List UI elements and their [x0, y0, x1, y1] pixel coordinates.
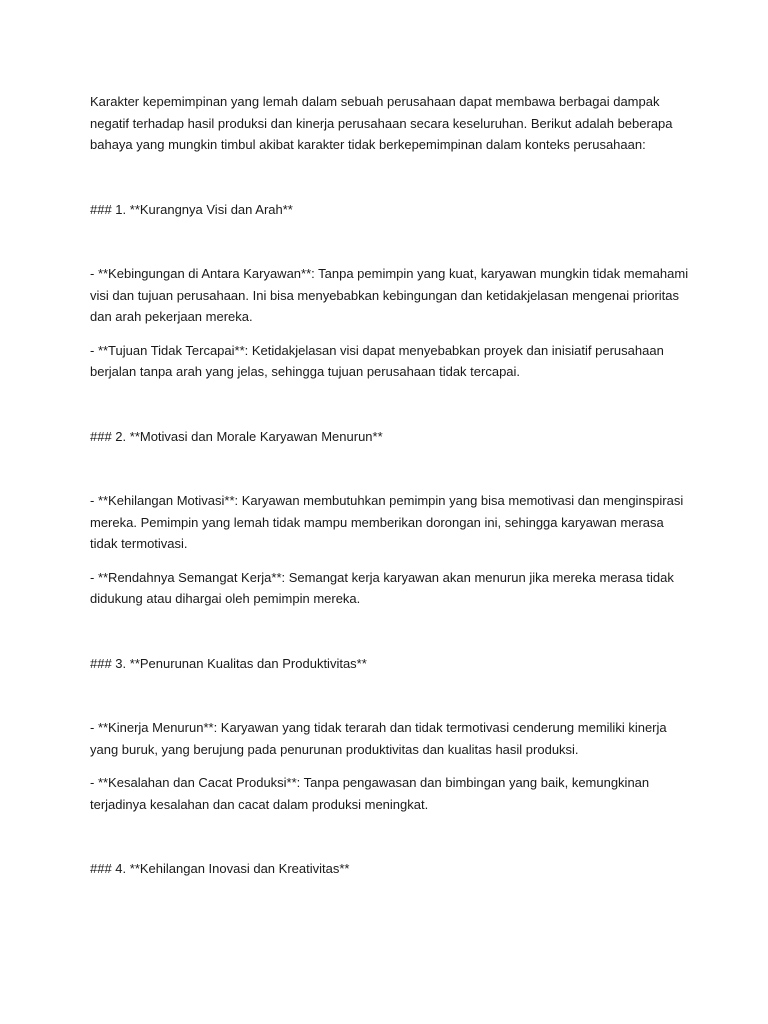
bullet-rendahnya-semangat: - **Rendahnya Semangat Kerja**: Semangat kerja karyawan akan menurun jika mereka merasa tidak didukung atau dihargai oleh pemimpin mereka.	[90, 569, 674, 606]
bullet-kebingungan: - **Kebingungan di Antara Karyawan**: Tanpa pemimpin yang kuat, karyawan mungkin tidak memahami visi dan tujuan perusahaan. Ini bisa menyebabkan kebingungan dan ketidakjelasan mengenai prioritas dan arah pekerjaan mereka.	[90, 266, 689, 324]
section-heading-1: ### 1. **Kurangnya Visi dan Arah**	[90, 201, 293, 217]
section-heading-4: ### 4. **Kehilangan Inovasi dan Kreativitas**	[90, 861, 350, 876]
bullet-kehilangan-motivasi: - **Kehilangan Motivasi**: Karyawan membutuhkan pemimpin yang bisa memotivasi dan menginspirasi mereka. Pemimpin yang lemah tidak mampu memberikan dorongan ini, sehingga karyawan merasa tidak termotivasi.	[90, 493, 684, 551]
document-body	[90, 91, 690, 923]
section-heading-2: ### 2. **Motivasi dan Morale Karyawan Menurun**	[90, 428, 383, 444]
bullet-tujuan-tidak-tercapai: - **Tujuan Tidak Tercapai**: Ketidakjelasan visi dapat menyebabkan proyek dan inisiatif perusahaan berjalan tanpa arah yang jelas, sehingga tujuan perusahaan tidak tercapai.	[90, 342, 664, 379]
bullet-kinerja-menurun: - **Kinerja Menurun**: Karyawan yang tidak terarah dan tidak termotivasi cenderung memiliki kinerja yang buruk, yang berujung pada penurunan produktivitas dan kualitas hasil produksi.	[90, 720, 667, 757]
section-heading-3: ### 3. **Penurunan Kualitas dan Produktivitas**	[90, 655, 367, 671]
intro-paragraph: Karakter kepemimpinan yang lemah dalam sebuah perusahaan dapat membawa berbagai dampak negatif terhadap hasil produksi dan kinerja perusahaan secara keseluruhan. Berikut adalah beberapa bahaya yang mungkin timbul akibat karakter tidak berkepemimpinan dalam konteks perusahaan:	[90, 94, 673, 152]
bullet-kesalahan-produksi: - **Kesalahan dan Cacat Produksi**: Tanpa pengawasan dan bimbingan yang baik, kemungkinan terjadinya kesalahan dan cacat dalam produksi meningkat.	[90, 775, 650, 812]
